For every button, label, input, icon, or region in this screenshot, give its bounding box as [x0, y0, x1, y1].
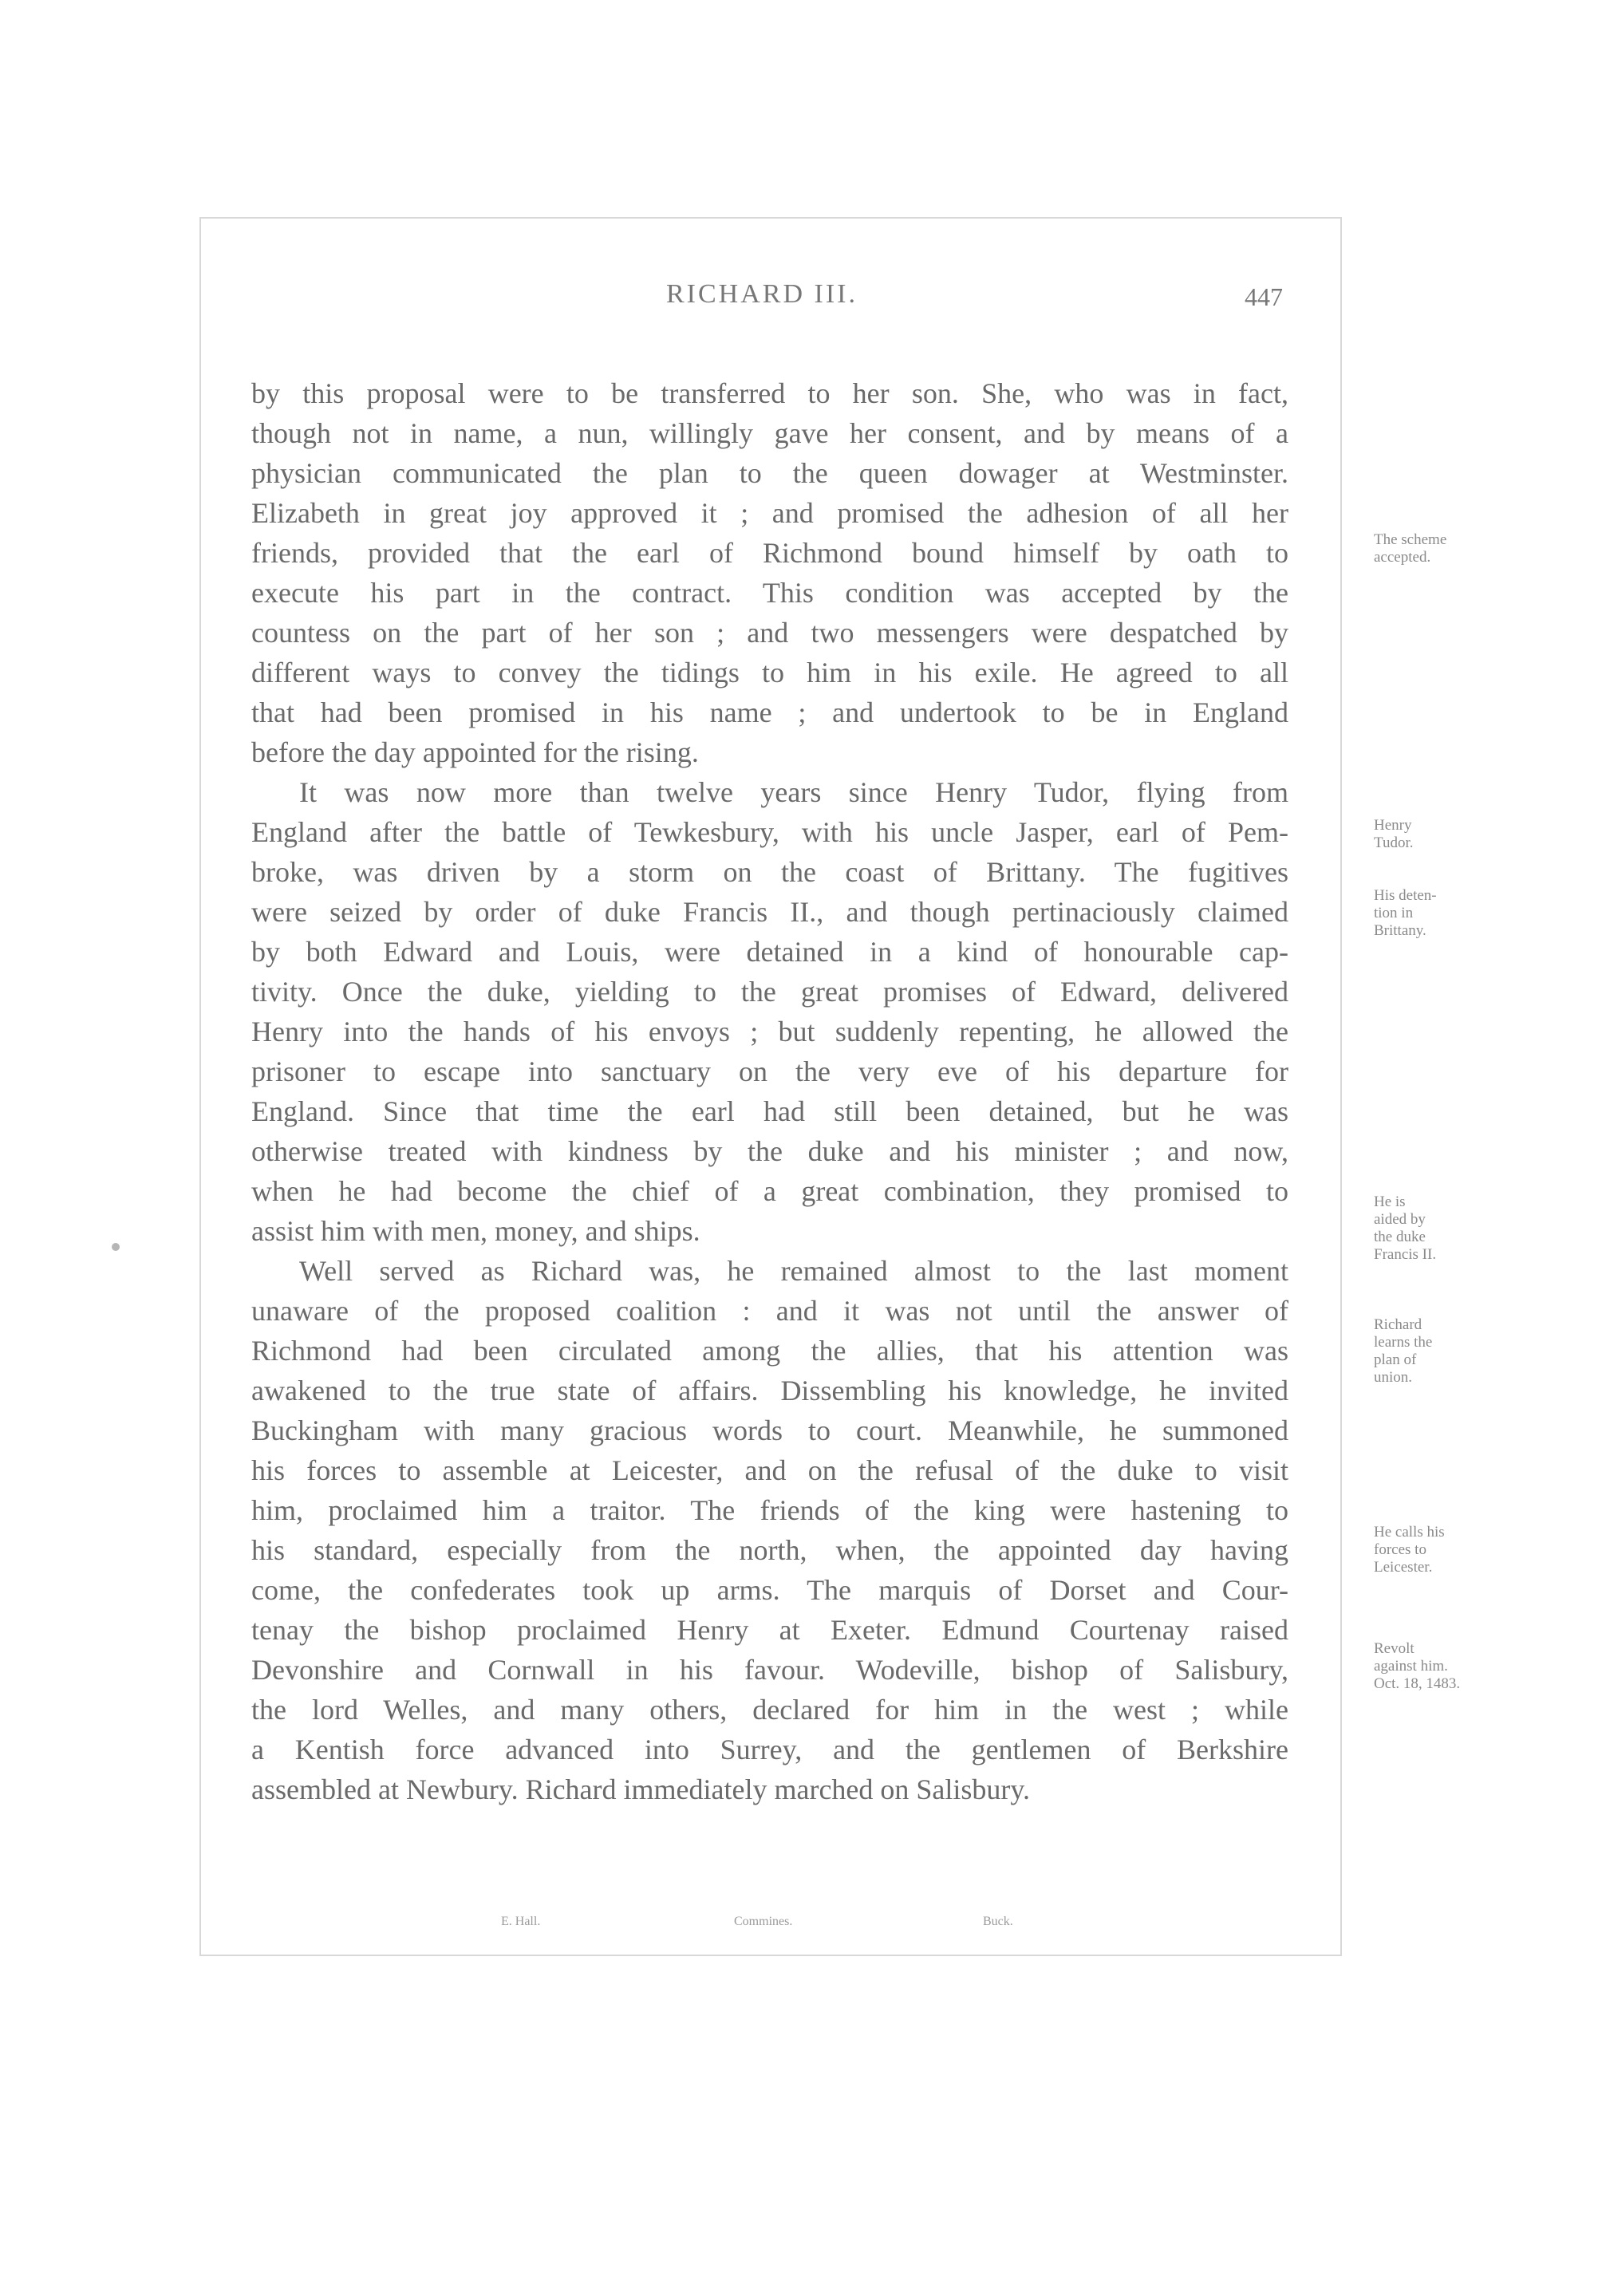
text-line: execute his part in the contract. This condition was accepted by the	[251, 577, 1288, 609]
text-line: his forces to assemble at Leicester, and on the refusal of the duke to visit	[251, 1454, 1288, 1486]
margin-note-line: against him.	[1374, 1658, 1448, 1675]
margin-note-line: Henry	[1374, 817, 1412, 834]
footnote-source: E. Hall.	[501, 1915, 541, 1928]
text-line: assembled at Newbury. Richard immediately marched on Salisbury.	[251, 1773, 1031, 1805]
margin-note-line: union.	[1374, 1369, 1413, 1386]
margin-note-line: tion in	[1374, 905, 1414, 921]
body-text	[251, 373, 1288, 1809]
text-line: come, the confederates took up arms. The marquis of Dorset and Cour-	[251, 1574, 1288, 1606]
text-line: Buckingham with many gracious words to court. Meanwhile, he summoned	[251, 1414, 1288, 1446]
margin-note-line: aided by	[1374, 1211, 1426, 1228]
text-line: his standard, especially from the north, when, the appointed day having	[251, 1534, 1288, 1566]
text-line: broke, was driven by a storm on the coast of Brittany. The fugitives	[251, 856, 1288, 888]
margin-note-detention	[1374, 887, 1565, 940]
text-line: otherwise treated with kindness by the duke and his minister ; and now,	[251, 1135, 1288, 1167]
text-line: tivity. Once the duke, yielding to the great promises of Edward, delivered	[251, 976, 1288, 1008]
text-line: awakened to the true state of affairs. Dissembling his knowledge, he invited	[251, 1375, 1288, 1406]
text-line: by both Edward and Louis, were detained in a kind of honourable cap-	[251, 936, 1288, 968]
text-line: physician communicated the plan to the queen dowager at Westminster.	[251, 457, 1288, 489]
margin-note-line: He is	[1374, 1193, 1406, 1210]
text-line: unaware of the proposed coalition : and it was not until the answer of	[251, 1295, 1288, 1327]
margin-note-richard-learns	[1374, 1316, 1565, 1387]
text-line: England after the battle of Tewkesbury, with his uncle Jasper, earl of Pem-	[251, 816, 1288, 848]
margin-note-line: He calls his	[1374, 1524, 1445, 1541]
margin-note-line: accepted.	[1374, 549, 1431, 566]
margin-note-line: learns the	[1374, 1334, 1433, 1351]
printing-mark	[112, 1243, 120, 1251]
text-line: that had been promised in his name ; and undertook to be in England	[251, 696, 1288, 728]
margin-note-line: Richard	[1374, 1316, 1422, 1333]
margin-note-aided-by-duke	[1374, 1193, 1565, 1264]
text-line: Richmond had been circulated among the allies, that his attention was	[251, 1335, 1288, 1367]
page-border-right	[1340, 217, 1342, 1956]
margin-note-line: the duke	[1374, 1229, 1426, 1245]
page-border-left	[199, 217, 201, 1956]
footnote-source: Commines.	[734, 1915, 793, 1928]
text-line: the lord Welles, and many others, declared for him in the west ; while	[251, 1694, 1288, 1726]
margin-note-line: Oct. 18, 1483.	[1374, 1675, 1461, 1692]
text-line: It was now more than twelve years since Henry Tudor, flying from	[299, 776, 1288, 808]
margin-note-revolt	[1374, 1640, 1565, 1693]
text-line: though not in name, a nun, willingly gave her consent, and by means of a	[251, 417, 1288, 449]
text-line: England. Since that time the earl had still been detained, but he was	[251, 1095, 1288, 1127]
running-head: RICHARD III.	[666, 279, 858, 309]
margin-note-henry-tudor	[1374, 817, 1565, 852]
text-line: assist him with men, money, and ships.	[251, 1215, 700, 1247]
text-line: tenay the bishop proclaimed Henry at Exeter. Edmund Courtenay raised	[251, 1614, 1288, 1646]
text-line: countess on the part of her son ; and two messengers were despatched by	[251, 617, 1288, 649]
margin-note-line: forces to	[1374, 1541, 1426, 1558]
text-line: by this proposal were to be transferred to her son. She, who was in fact,	[251, 377, 1288, 409]
margin-note-line: Revolt	[1374, 1640, 1415, 1657]
margin-note-line: plan of	[1374, 1351, 1417, 1368]
margin-note-line: Tudor.	[1374, 834, 1414, 851]
text-line: him, proclaimed him a traitor. The friends of the king were hastening to	[251, 1494, 1288, 1526]
text-line: Henry into the hands of his envoys ; but suddenly repenting, he allowed the	[251, 1016, 1288, 1047]
margin-note-line: The scheme	[1374, 531, 1447, 548]
margin-note-scheme-accepted	[1374, 531, 1565, 566]
text-line: prisoner to escape into sanctuary on the very eve of his departure for	[251, 1055, 1288, 1087]
margin-note-line: His deten-	[1374, 887, 1437, 904]
page-border-top	[201, 217, 1342, 219]
text-line: when he had become the chief of a great combination, they promised to	[251, 1175, 1288, 1207]
margin-note-line: Francis II.	[1374, 1246, 1437, 1263]
page-number: 447	[1245, 282, 1283, 311]
text-line: a Kentish force advanced into Surrey, and the gentlemen of Berkshire	[251, 1734, 1288, 1765]
margin-note-calls-forces	[1374, 1524, 1565, 1576]
page-border-bottom	[201, 1955, 1342, 1956]
footnotes	[0, 1915, 1598, 1939]
margin-note-line: Leicester.	[1374, 1559, 1433, 1576]
margin-note-line: Brittany.	[1374, 922, 1426, 939]
text-line: Well served as Richard was, he remained almost to the last moment	[299, 1255, 1288, 1287]
text-line: were seized by order of duke Francis II., and though pertinaciously claimed	[251, 896, 1288, 928]
text-line: Elizabeth in great joy approved it ; and promised the adhesion of all her	[251, 497, 1288, 529]
text-line: different ways to convey the tidings to him in his exile. He agreed to all	[251, 657, 1288, 688]
text-line: before the day appointed for the rising.	[251, 736, 699, 768]
footnote-source: Buck.	[983, 1915, 1013, 1928]
text-line: friends, provided that the earl of Richmond bound himself by oath to	[251, 537, 1288, 569]
text-line: Devonshire and Cornwall in his favour. Wodeville, bishop of Salisbury,	[251, 1654, 1288, 1686]
